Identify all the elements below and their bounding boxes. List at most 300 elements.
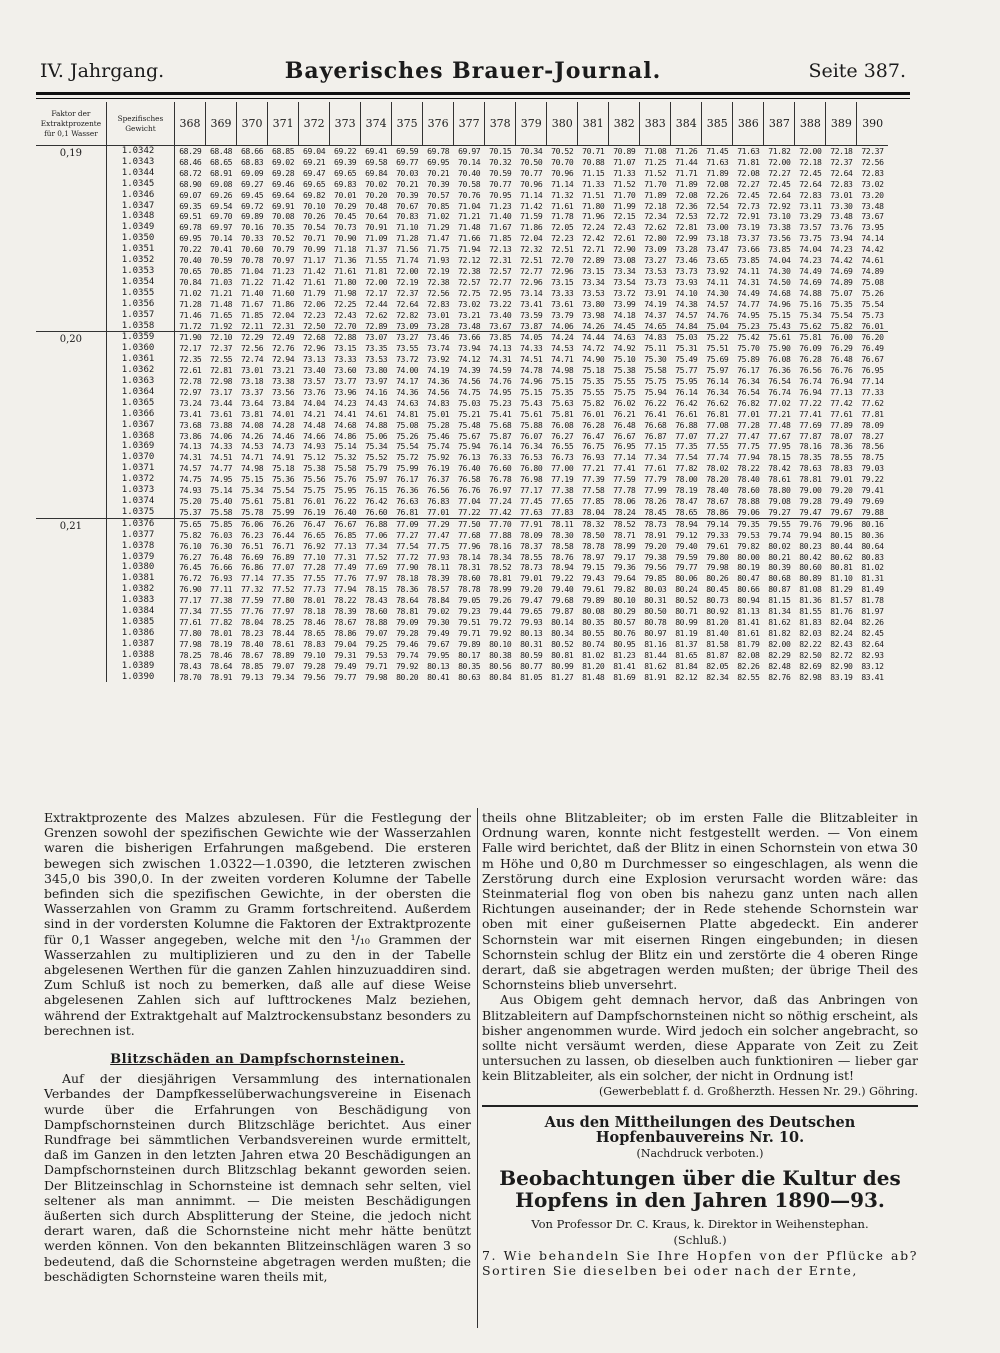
extract-value-cell: 76.09	[799, 343, 822, 354]
extract-value-cell: 74.61	[861, 255, 884, 266]
extract-value-cell: 74.81	[396, 408, 419, 419]
extract-value-cell: 77.22	[458, 506, 481, 517]
extract-value-cell: 81.87	[706, 649, 729, 660]
extract-value-cell: 78.07	[830, 430, 853, 441]
extract-value-cell: 75.08	[396, 419, 419, 430]
extract-value-cell: 71.23	[489, 200, 512, 211]
extract-value-cell: 73.76	[830, 222, 853, 233]
extract-value-cell: 81.02	[861, 562, 884, 573]
extract-value-cell: 71.29	[427, 222, 450, 233]
extract-value-cell: 69.07	[179, 189, 202, 200]
extract-value-cell: 76.86	[241, 562, 264, 573]
extract-value-cell: 74.76	[706, 309, 729, 320]
extract-value-cell: 71.42	[272, 276, 295, 287]
extract-value-cell: 78.99	[613, 540, 636, 551]
extract-value-cell: 75.63	[551, 397, 574, 408]
table-row	[36, 661, 888, 672]
extract-value-cell: 79.49	[427, 627, 450, 638]
extract-value-cell: 68.65	[209, 156, 233, 167]
specific-gravity-cell: 1.0369	[106, 441, 174, 452]
extract-value-cell: 79.94	[799, 529, 822, 540]
specific-gravity-cell: 1.0343	[106, 157, 174, 168]
extract-value-cell: 73.22	[489, 298, 512, 309]
extract-value-cell: 77.07	[272, 562, 295, 573]
extract-value-cell: 71.99	[613, 200, 636, 211]
extract-value-cell: 74.51	[520, 354, 543, 365]
extract-value-cell: 73.77	[334, 376, 357, 387]
extract-value-cell: 76.71	[272, 540, 295, 551]
extract-value-cell: 79.77	[675, 562, 698, 573]
extract-value-cell: 77.35	[675, 441, 698, 452]
extract-value-cell: 72.83	[799, 189, 822, 200]
extract-value-cell: 73.86	[179, 430, 202, 441]
extract-value-cell: 70.95	[489, 189, 512, 200]
table-row	[36, 190, 888, 201]
extract-value-cell: 80.15	[830, 529, 853, 540]
extract-value-cell: 76.06	[237, 518, 268, 529]
extract-value-cell: 72.99	[675, 233, 698, 244]
extract-value-cell: 75.77	[675, 365, 698, 376]
specific-gravity-cell: 1.0367	[106, 420, 174, 431]
extract-table	[36, 102, 888, 804]
extract-value-cell: 73.34	[582, 276, 605, 287]
extract-value-cell: 74.63	[609, 332, 640, 343]
extract-value-cell: 72.18	[799, 156, 822, 167]
extract-value-cell: 78.46	[209, 649, 233, 660]
specific-gravity-cell: 1.0345	[106, 179, 174, 190]
extract-value-cell: 72.62	[365, 309, 388, 320]
extract-value-cell: 80.99	[675, 616, 698, 627]
extract-value-cell: 78.76	[551, 551, 574, 562]
extract-value-cell: 77.82	[675, 463, 698, 474]
extract-value-cell: 74.69	[799, 276, 822, 287]
extract-value-cell: 76.26	[268, 518, 299, 529]
extract-value-cell: 78.44	[272, 627, 295, 638]
extract-value-cell: 79.44	[489, 606, 512, 617]
extract-value-cell: 77.90	[396, 562, 419, 573]
extract-value-cell: 79.28	[303, 660, 326, 671]
extract-value-cell: 72.95	[489, 287, 512, 298]
extract-value-cell: 72.70	[334, 320, 357, 331]
extract-value-cell: 74.57	[706, 298, 729, 309]
extract-value-cell: 75.23	[489, 397, 512, 408]
extract-value-cell: 80.66	[737, 584, 760, 595]
extract-value-cell: 80.81	[830, 562, 853, 573]
extract-value-cell: 76.56	[799, 365, 822, 376]
extract-value-cell: 74.31	[179, 452, 202, 463]
extract-value-cell: 82.00	[768, 638, 791, 649]
extract-value-cell: 70.65	[179, 265, 202, 276]
extract-value-cell: 76.73	[551, 452, 574, 463]
extract-value-cell: 78.52	[489, 562, 512, 573]
extract-value-cell: 81.34	[768, 606, 791, 617]
extract-value-cell: 70.99	[303, 244, 326, 255]
extract-value-cell: 79.31	[334, 649, 357, 660]
extract-value-cell: 74.04	[768, 255, 791, 266]
extract-value-cell: 75.52	[365, 452, 388, 463]
extract-value-cell: 74.86	[334, 430, 357, 441]
extract-value-cell: 71.55	[365, 255, 388, 266]
extract-value-cell: 80.06	[675, 573, 698, 584]
extract-value-cell: 74.78	[520, 365, 543, 376]
extract-value-cell: 70.60	[241, 244, 264, 255]
extract-value-cell: 76.67	[613, 430, 636, 441]
extract-value-cell: 72.57	[489, 265, 512, 276]
extract-value-cell: 74.17	[396, 376, 419, 387]
extract-value-cell: 76.37	[427, 474, 450, 485]
extract-value-cell: 78.58	[551, 540, 574, 551]
extract-value-cell: 77.14	[241, 573, 264, 584]
extract-value-cell: 72.04	[272, 309, 295, 320]
extract-value-cell: 69.08	[209, 178, 233, 189]
extract-value-cell: 70.10	[303, 200, 326, 211]
extract-value-cell: 73.29	[799, 211, 822, 222]
extract-value-cell: 77.93	[427, 551, 450, 562]
extract-value-cell: 71.67	[241, 298, 264, 309]
extract-value-cell: 81.05	[520, 671, 543, 682]
extract-value-cell: 71.60	[272, 287, 295, 298]
extract-value-cell: 82.24	[830, 627, 853, 638]
extract-value-cell: 73.18	[241, 376, 264, 387]
extract-value-cell: 74.69	[830, 265, 853, 276]
extract-value-cell: 82.03	[799, 627, 822, 638]
extract-value-cell: 77.15	[644, 441, 667, 452]
extract-value-cell: 76.28	[582, 419, 605, 430]
extract-value-cell: 73.13	[303, 354, 326, 365]
extract-value-cell: 80.57	[613, 616, 636, 627]
extract-value-cell: 69.91	[272, 200, 295, 211]
extract-value-cell: 78.11	[427, 562, 450, 573]
extract-value-cell: 75.20	[179, 496, 202, 506]
extract-value-cell: 73.56	[272, 386, 295, 397]
extract-value-cell: 72.96	[551, 265, 574, 276]
extract-value-cell: 74.31	[489, 354, 512, 365]
extract-value-cell: 74.93	[179, 485, 202, 496]
extract-value-cell: 68.90	[179, 178, 202, 189]
extract-value-cell: 73.61	[209, 408, 233, 419]
specific-gravity-cell: 1.0381	[106, 573, 174, 584]
extract-value-cell: 77.94	[737, 452, 760, 463]
extract-value-cell: 73.57	[799, 222, 822, 233]
extract-value-cell: 73.38	[272, 376, 295, 387]
extract-value-cell: 72.53	[675, 211, 698, 222]
specific-gravity-cell: 1.0363	[106, 376, 174, 387]
extract-value-cell: 73.75	[799, 233, 822, 244]
extract-value-cell: 73.20	[861, 189, 884, 200]
extract-value-cell: 83.19	[830, 671, 853, 682]
extract-value-cell: 73.35	[365, 343, 388, 354]
extract-value-cell: 71.04	[458, 200, 481, 211]
extract-value-cell: 73.98	[582, 309, 605, 320]
extract-value-cell: 75.48	[458, 419, 481, 430]
extract-value-cell: 72.11	[241, 320, 264, 331]
extract-value-cell: 72.17	[365, 287, 388, 298]
extract-value-cell: 77.72	[396, 551, 419, 562]
table-row	[36, 441, 888, 452]
specific-gravity-cell: 1.0376	[106, 518, 174, 529]
extract-value-cell: 72.00	[799, 146, 822, 156]
extract-value-cell: 70.22	[179, 244, 202, 255]
extract-value-cell: 73.87	[520, 320, 543, 331]
extract-value-cell: 77.17	[520, 485, 543, 496]
extract-value-cell: 73.15	[334, 343, 357, 354]
extract-value-cell: 76.74	[799, 376, 822, 387]
extract-value-cell: 75.14	[209, 485, 233, 496]
extract-value-cell: 79.64	[613, 573, 636, 584]
water-number-column-header: 386	[733, 102, 764, 146]
extract-value-cell: 75.35	[551, 386, 574, 397]
extract-value-cell: 77.65	[551, 496, 574, 506]
extract-value-cell: 72.08	[737, 167, 760, 178]
extract-value-cell: 77.88	[489, 529, 512, 540]
extract-value-cell: 81.69	[613, 671, 636, 682]
extract-value-cell: 80.42	[799, 551, 822, 562]
extract-value-cell: 76.56	[427, 485, 450, 496]
extract-value-cell: 75.07	[830, 287, 853, 298]
extract-value-cell: 77.47	[737, 430, 760, 441]
extract-value-cell: 78.81	[489, 573, 512, 584]
extract-value-cell: 81.79	[737, 638, 760, 649]
extract-value-cell: 76.65	[303, 529, 326, 540]
extract-value-cell: 75.81	[795, 332, 826, 343]
water-number-column-header: 379	[516, 102, 547, 146]
specific-gravity-cell: 1.0373	[106, 485, 174, 496]
extract-value-cell: 79.67	[427, 638, 450, 649]
extract-value-cell: 72.74	[241, 354, 264, 365]
specific-gravity-cell: 1.0359	[106, 332, 174, 343]
extract-value-cell: 69.02	[272, 156, 295, 167]
extract-value-cell: 72.27	[768, 167, 791, 178]
extract-value-cell: 78.32	[578, 518, 609, 529]
specific-gravity-cell: 1.0357	[106, 310, 174, 321]
extract-value-cell: 73.91	[644, 287, 667, 298]
extract-value-cell: 80.36	[861, 529, 884, 540]
extract-value-cell: 72.51	[520, 255, 543, 266]
specific-gravity-cell: 1.0374	[106, 496, 174, 507]
right-text-column	[482, 810, 918, 1278]
specific-gravity-cell: 1.0364	[106, 387, 174, 398]
extract-value-cell: 76.82	[737, 397, 760, 408]
extract-value-cell: 72.64	[830, 167, 853, 178]
extract-value-cell: 78.45	[644, 506, 667, 517]
specific-gravity-cell: 1.0360	[106, 343, 174, 354]
extract-value-cell: 75.21	[458, 408, 481, 419]
extract-value-cell: 75.61	[520, 408, 543, 419]
extract-value-cell: 72.43	[613, 222, 636, 233]
extract-value-cell: 71.65	[209, 309, 233, 320]
extract-value-cell: 69.04	[303, 146, 326, 156]
extract-value-cell: 72.49	[268, 332, 299, 343]
extract-value-cell: 78.47	[675, 496, 698, 506]
extract-value-cell: 76.69	[241, 551, 264, 562]
extract-value-cell: 72.51	[551, 244, 574, 255]
specific-gravity-cell: 1.0346	[106, 190, 174, 201]
extract-value-cell: 73.66	[454, 332, 485, 343]
extract-value-cell: 75.30	[644, 354, 667, 365]
extract-value-cell: 71.81	[737, 156, 760, 167]
extract-value-cell: 75.15	[520, 386, 543, 397]
extract-value-cell: 79.92	[489, 627, 512, 638]
extract-value-cell: 72.97	[179, 386, 202, 397]
extract-value-cell: 76.22	[334, 496, 357, 506]
extract-value-cell: 71.40	[489, 211, 512, 222]
specific-gravity-cell: 1.0347	[106, 201, 174, 212]
extract-value-cell: 75.76	[334, 474, 357, 485]
extract-value-cell: 76.95	[613, 441, 636, 452]
extract-value-cell: 75.55	[613, 376, 636, 387]
extract-value-cell: 75.46	[427, 430, 450, 441]
specific-gravity-cell: 1.0361	[106, 354, 174, 365]
extract-value-cell: 78.81	[396, 606, 419, 617]
extract-value-cell: 76.48	[830, 354, 853, 365]
extract-value-cell: 79.01	[830, 474, 853, 485]
lightning-conclusion-paragraph: Aus Obigem geht demnach hervor, daß das Anbringen von Blitzableitern auf Dampfschornsteinen nicht so nöthig erscheint, als bisher angenommen wurde. Wird jedoch ein solcher angebracht, so sollte nicht versäumt werden, diese Apparate von Zeit zu Zeit untersuchen zu lassen, ob dieselben auch funktioniren — lieber gar kein Blitzableiter, als ein solcher, der nicht in Ordnung ist!	[482, 992, 918, 1084]
extract-value-cell: 71.78	[551, 211, 574, 222]
extract-value-cell: 79.20	[520, 584, 543, 595]
extract-value-cell: 70.88	[582, 156, 605, 167]
water-number-column-header: 375	[392, 102, 423, 146]
extract-value-cell: 77.22	[799, 397, 822, 408]
extract-value-cell: 71.04	[241, 265, 264, 276]
extract-value-cell: 74.84	[675, 320, 698, 331]
extract-value-cell: 79.09	[396, 616, 419, 627]
extract-value-cell: 80.99	[551, 660, 574, 671]
table-row	[36, 157, 888, 168]
extract-value-cell: 77.85	[582, 496, 605, 506]
specific-gravity-cell: 1.0365	[106, 398, 174, 409]
extract-value-cell: 79.26	[489, 595, 512, 606]
page-number: Seite 387.	[808, 60, 906, 82]
extract-value-cell: 73.57	[303, 376, 326, 387]
extract-value-cell: 78.16	[799, 441, 822, 452]
extract-value-cell: 78.56	[861, 441, 884, 452]
factor-cell: 0,21	[36, 518, 106, 682]
extract-value-cell: 72.19	[396, 276, 419, 287]
table-header-row	[36, 102, 888, 146]
table-row	[36, 222, 888, 233]
extract-value-cell: 73.48	[830, 211, 853, 222]
source-citation: (Gewerbeblatt f. d. Großherzth. Hessen Nr. 29.) Göhring.	[599, 1084, 918, 1098]
factor-column-header: Faktor der Extraktprozente für 0,1 Wasser	[36, 102, 106, 146]
extract-value-cell: 77.17	[179, 595, 202, 606]
extract-value-cell: 77.76	[241, 606, 264, 617]
extract-value-cell: 80.29	[613, 606, 636, 617]
extract-value-cell: 70.50	[520, 156, 543, 167]
table-row	[36, 452, 888, 463]
extract-value-cell: 69.78	[427, 146, 450, 156]
extract-value-cell: 81.27	[551, 671, 574, 682]
extract-value-cell: 75.54	[396, 441, 419, 452]
extract-value-cell: 79.36	[613, 562, 636, 573]
table-row	[36, 310, 888, 321]
extract-value-cell: 68.91	[209, 167, 233, 178]
extract-value-cell: 69.77	[396, 156, 419, 167]
extract-value-cell: 72.89	[365, 320, 388, 331]
extract-value-cell: 80.00	[737, 551, 760, 562]
extract-value-cell: 69.70	[209, 211, 233, 222]
extract-value-cell: 80.95	[613, 638, 636, 649]
extract-value-cell: 81.15	[768, 595, 791, 606]
extract-value-cell: 72.76	[272, 343, 295, 354]
extract-value-cell: 79.92	[396, 660, 419, 671]
extract-value-cell: 82.22	[799, 638, 822, 649]
water-number-column-header: 369	[206, 102, 237, 146]
extract-value-cell: 77.27	[706, 430, 729, 441]
extract-value-cell: 69.27	[241, 178, 264, 189]
extract-value-cell: 75.97	[365, 474, 388, 485]
extract-value-cell: 80.19	[737, 562, 760, 573]
extract-value-cell: 75.73	[861, 309, 884, 320]
extract-value-cell: 79.56	[303, 671, 326, 682]
extract-value-cell: 77.76	[334, 573, 357, 584]
extract-value-cell: 77.63	[520, 506, 543, 517]
extract-value-cell: 78.63	[799, 463, 822, 474]
extract-value-cell: 75.94	[644, 386, 667, 397]
extract-value-cell: 75.54	[830, 309, 853, 320]
extract-value-cell: 70.02	[365, 178, 388, 189]
specific-gravity-cell: 1.0342	[106, 146, 174, 157]
table-explanation-paragraph: Extraktprozente des Malzes abzulesen. Für die Festlegung der Grenzen sowohl der spezifischen Gewichte wie der Wasserzahlen waren die bisherigen Erfahrungen maßgebend. Die ersteren bewegen sich zwischen 1.0322—1.0390, die letzteren zwischen 345,0 bis 390,0. In der zweiten vorderen Kolumne der Tabelle befinden sich die spezifischen Gewichte, in der obersten die Wasserzahlen von Gramm zu Gramm fortschreitend. Außerdem sind in der vordersten Kolumne die Faktoren der Extraktprozente für 0,1 Wasser angegeben, welche mit den ¹/₁₀ Grammen der Wasserzahlen zu multiplizieren und zu den in der Tabelle abgelesenen Werthen für die ganzen Zahlen hinzuzuaddiren sind. Zum Schluß ist noch zu bemerken, daß alle auf diese Weise abgelesenen Zahlen sich auf lufttrockenes Malz beziehen, während der Extraktgehalt auf Malztrockensubstanz besonders zu berechnen ist.	[44, 810, 471, 1038]
extract-value-cell: 77.54	[675, 452, 698, 463]
water-number-column-header: 385	[702, 102, 733, 146]
extract-value-cell: 81.40	[706, 627, 729, 638]
extract-value-cell: 77.73	[303, 584, 326, 595]
extract-value-cell: 76.54	[768, 376, 791, 387]
extract-value-cell: 80.10	[613, 595, 636, 606]
extract-value-cell: 75.75	[644, 376, 667, 387]
extract-value-cell: 74.61	[365, 408, 388, 419]
extract-value-cell: 73.48	[458, 320, 481, 331]
extract-value-cell: 69.78	[179, 222, 202, 233]
extract-value-cell: 73.19	[737, 222, 760, 233]
extract-value-cell: 77.61	[830, 408, 853, 419]
extract-value-cell: 77.38	[551, 485, 574, 496]
extract-value-cell: 77.94	[334, 584, 357, 595]
extract-value-cell: 70.84	[179, 276, 202, 287]
extract-value-cell: 80.56	[489, 660, 512, 671]
extract-value-cell: 75.12	[303, 452, 326, 463]
extract-value-cell: 79.23	[458, 606, 481, 617]
extract-value-cell: 71.89	[644, 189, 667, 200]
extract-value-cell: 75.38	[303, 463, 326, 474]
extract-value-cell: 76.44	[272, 529, 295, 540]
extract-value-cell: 80.35	[582, 616, 605, 627]
extract-value-cell: 73.80	[582, 298, 605, 309]
extract-value-cell: 79.07	[365, 627, 388, 638]
extract-value-cell: 69.65	[303, 178, 326, 189]
volume-label: IV. Jahrgang.	[40, 60, 165, 82]
extract-value-cell: 74.88	[799, 287, 822, 298]
extract-value-cell: 71.46	[179, 309, 202, 320]
extract-value-cell: 81.20	[706, 616, 729, 627]
extract-value-cell: 75.72	[396, 452, 419, 463]
extract-value-cell: 79.34	[272, 671, 295, 682]
extract-value-cell: 73.94	[830, 233, 853, 244]
extract-value-cell: 77.95	[768, 441, 791, 452]
extract-value-cell: 72.81	[209, 365, 233, 376]
extract-value-cell: 72.81	[675, 222, 698, 233]
specific-gravity-cell: 1.0389	[106, 661, 174, 672]
extract-value-cell: 79.20	[644, 540, 667, 551]
table-row	[36, 530, 888, 541]
extract-value-cell: 79.93	[520, 616, 543, 627]
extract-value-cell: 77.75	[427, 540, 450, 551]
extract-value-cell: 79.12	[675, 529, 698, 540]
extract-value-cell: 77.34	[644, 452, 667, 463]
specific-gravity-cell: 1.0384	[106, 606, 174, 617]
extract-value-cell: 75.69	[706, 354, 729, 365]
extract-value-cell: 74.95	[489, 386, 512, 397]
